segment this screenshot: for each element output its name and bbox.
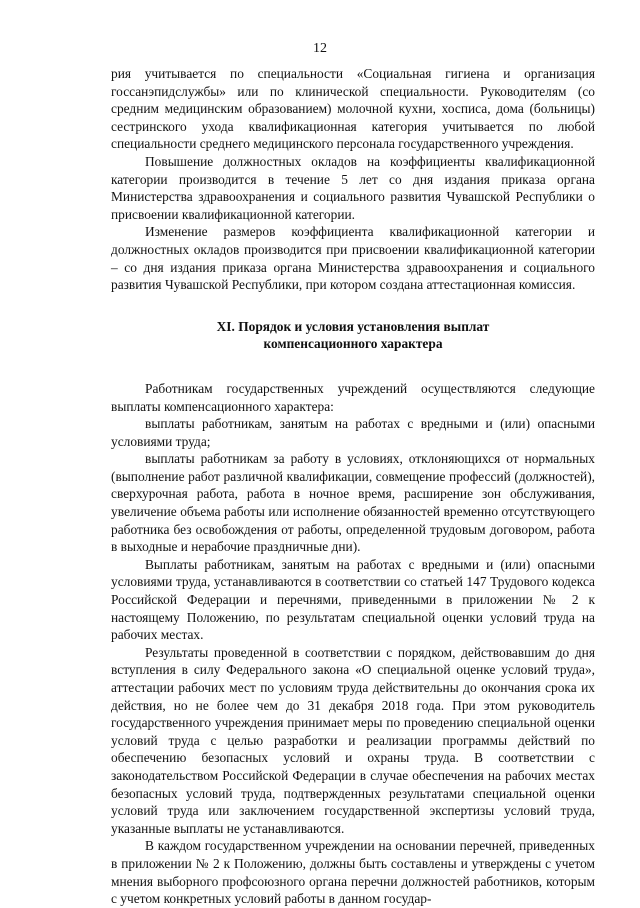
section-heading-line: XI. Порядок и условия установления выплат — [216, 318, 490, 334]
section-heading-line: компенсационного характера — [263, 336, 443, 352]
paragraph: Выплаты работникам, занятым на работах с вредными и (или) опасными условиями труда, устанавливаются в соответствии со статьей 147 Трудового кодекса Российской Федерации и перечнями, приведенными в приложении № 2 к настоящему Положению, по результатам специальной оценки условий труда на рабочих местах. — [111, 556, 595, 643]
paragraph: рия учитывается по специальности «Социальная гигиена и организация госсанэпидслужбы» или по клинической специальности. Руководителям (со средним медицинским образованием) молочной кухни, хосписа, дома (больницы) сестринского ухода квалификационная категория учитывается по любой специальности среднего медицинского персонала государственного учреждения. — [111, 66, 595, 152]
paragraph: Работникам государственных учреждений осуществляются следующие выплаты компенсационного характера: — [111, 380, 595, 414]
paragraph: Повышение должностных окладов на коэффициенты квалификационной категории производится в течение 5 лет со дня издания приказа органа Министерства здравоохранения и социального развития Чувашской Республики о присвоении квалификационной категории. — [111, 153, 595, 222]
paragraph: В каждом государственном учреждении на основании перечней, приведенных в приложении № 2 к Положению, должны быть составлены и утверждены с учетом мнения выборного профсоюзного органа перечни должностей работников, которым с учетом конкретных условий работы в данном государ- — [111, 838, 595, 907]
page-content — [111, 65, 595, 908]
page-number: 12 — [313, 41, 327, 56]
paragraph: Изменение размеров коэффициента квалификационной категории и должностных окладов производится при присвоении квалификационной категории – со дня издания приказа органа Министерства здравоохранения и социального развития Чувашской Республики, при котором создана аттестационная комиссия. — [111, 224, 595, 293]
paragraph: выплаты работникам, занятым на работах с вредными и (или) опасными условиями труда; — [111, 416, 595, 449]
paragraph: Результаты проведенной в соответствии с порядком, действовавшим до дня вступления в силу Федерального закона «О специальной оценке условий труда», аттестации рабочих мест по условиям труда действительны до окончания срока их действия, но не более чем до 31 декабря 2018 года. При этом руководитель государственного учреждения принимает меры по проведению специальной оценки условий труда с целью разработки и реализации программы действий по обеспечению безопасных условий и охраны труда. В соответствии с законодательством Российской Федерации в случае обеспечения на рабочих местах безопасных условий труда, подтвержденных результатами специальной оценки условий труда или заключением государственной экспертизы условий труда, указанные выплаты не устанавливаются. — [111, 644, 595, 836]
paragraph: выплаты работникам за работу в условиях, отклоняющихся от нормальных (выполнение работ различной квалификации, совмещение профессий (должностей), сверхурочная работа, работа в ночное время, расширение зон обслуживания, увеличение объема работы или исполнение обязанностей временно отсутствующего работника без освобождения от работы, определенной трудовым договором, работа в выходные и нерабочие праздничные дни). — [111, 451, 595, 555]
section-heading — [111, 318, 595, 353]
